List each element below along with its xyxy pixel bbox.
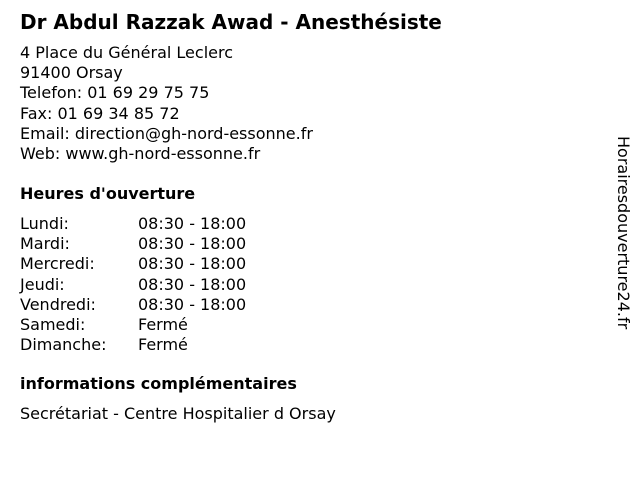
day-label: Mercredi: <box>20 254 95 274</box>
day-label: Lundi: <box>20 214 69 233</box>
hours-row-monday <box>20 214 246 234</box>
hours-value: 08:30 - 18:00 <box>138 254 247 274</box>
hours-value: 08:30 - 18:00 <box>138 214 247 233</box>
hours-value: Fermé <box>138 315 188 335</box>
website[interactable]: Web: www.gh-nord-essonne.fr <box>20 144 261 164</box>
hours-value: Fermé <box>138 335 188 355</box>
opening-hours-heading: Heures d'ouverture <box>20 184 196 203</box>
day-label: Dimanche: <box>20 335 107 355</box>
opening-hours-table <box>20 214 246 355</box>
address-line-1: 4 Place du Général Leclerc <box>20 43 233 62</box>
fax-number: Fax: 01 69 34 85 72 <box>20 103 180 123</box>
email-address[interactable]: Email: direction@gh-nord-essonne.fr <box>20 123 313 143</box>
hours-row-sunday <box>20 335 246 355</box>
contact-block <box>20 43 313 164</box>
day-label: Samedi: <box>20 315 86 335</box>
additional-info-heading: informations complémentaires <box>20 374 297 393</box>
phone-number[interactable]: Telefon: 01 69 29 75 75 <box>20 83 210 103</box>
hours-row-thursday <box>20 275 246 295</box>
site-watermark-label: Horairesdouverture24.fr <box>614 136 633 330</box>
day-label: Vendredi: <box>20 294 96 314</box>
hours-value: 08:30 - 18:00 <box>138 274 247 294</box>
hours-value: 08:30 - 18:00 <box>138 294 247 314</box>
day-label: Mardi: <box>20 234 70 254</box>
day-label: Jeudi: <box>20 274 65 294</box>
hours-row-friday <box>20 295 246 315</box>
additional-info-text: Secrétariat - Centre Hospitalier d Orsay <box>20 404 336 423</box>
address-line-2: 91400 Orsay <box>20 63 123 83</box>
hours-row-wednesday <box>20 254 246 274</box>
hours-value: 08:30 - 18:00 <box>138 234 247 254</box>
hours-row-tuesday <box>20 234 246 254</box>
hours-row-saturday <box>20 315 246 335</box>
page-title: Dr Abdul Razzak Awad - Anesthésiste <box>20 10 442 34</box>
